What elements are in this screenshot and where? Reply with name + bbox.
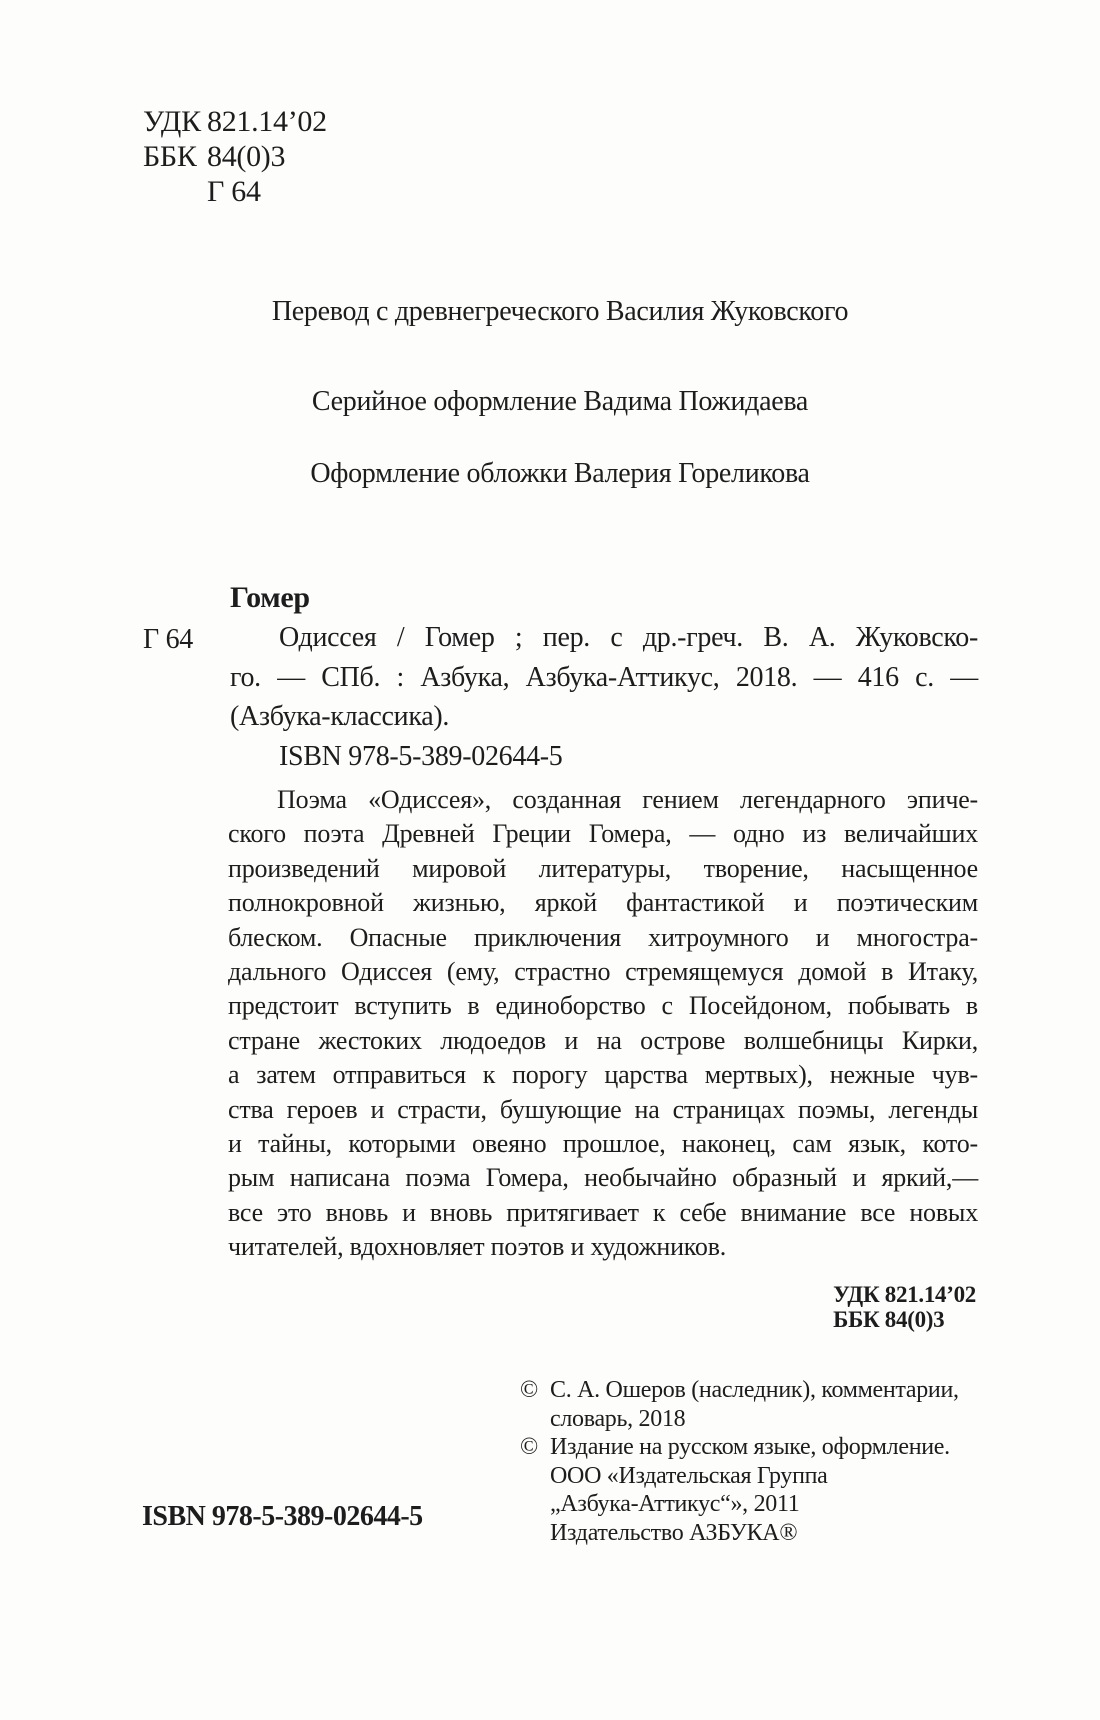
annotation-line: Поэма «Одиссея», созданная гением легендарного эпиче- bbox=[277, 785, 978, 814]
annotation-line: полнокровной жизнью, яркой фантастикой и поэтическим bbox=[228, 888, 978, 918]
copyright-line: Издание на русском языке, оформление. bbox=[550, 1434, 950, 1461]
bib-line: (Азбука-классика). bbox=[230, 701, 450, 732]
annotation bbox=[228, 783, 978, 1265]
annotation-line: стране жестоких людоедов и на острове волшебницы Кирки, bbox=[228, 1025, 978, 1055]
bbk-value: 84(0)3 bbox=[207, 140, 286, 173]
copyright-line: ООО «Издательская Группа bbox=[550, 1462, 828, 1489]
author-sign-value: Г 64 bbox=[207, 175, 261, 208]
bibliographic-description bbox=[230, 618, 978, 776]
copyright-line: С. А. Ошеров (наследник), комментарии, bbox=[550, 1377, 959, 1403]
annotation-line: произведений мировой литературы, творение, насыщенное bbox=[228, 853, 978, 883]
bbk-code-row bbox=[143, 139, 327, 174]
udk-value: 821.14’02 bbox=[207, 105, 327, 138]
copyright-symbol: © bbox=[520, 1434, 538, 1461]
author-sign-row bbox=[143, 174, 327, 209]
bbk-label: ББК bbox=[143, 140, 197, 173]
udk-code-bottom: УДК 821.14’02 bbox=[833, 1282, 976, 1307]
isbn-bottom: ISBN 978-5-389-02644-5 bbox=[142, 1501, 423, 1532]
copyright-line: словарь, 2018 bbox=[550, 1405, 686, 1432]
bib-line: го. — СПб. : Азбука, Азбука-Аттикус, 2018. — 416 с. — bbox=[230, 661, 978, 693]
author-heading: Гомер bbox=[230, 581, 310, 614]
series-design-credit: Серийное оформление Вадима Пожидаева bbox=[311, 386, 809, 417]
translation-credit: Перевод с древнегреческого Василия Жуковского bbox=[271, 296, 849, 327]
copyright-notice bbox=[520, 1376, 980, 1433]
copyright-line: Издательство АЗБУКА® bbox=[550, 1519, 798, 1546]
copyright-notice bbox=[520, 1433, 980, 1547]
catalog-isbn: ISBN 978-5-389-02644-5 bbox=[279, 740, 563, 772]
annotation-line: ства героев и страсти, бушующие на страницах поэмы, легенды bbox=[228, 1094, 978, 1124]
classification-codes-top bbox=[143, 104, 327, 209]
annotation-line: рым написана поэма Гомера, необычайно образный и яркий,— bbox=[228, 1163, 978, 1193]
copyright-line: „Азбука-Аттикус“», 2011 bbox=[550, 1491, 800, 1518]
annotation-line: ского поэта Древней Греции Гомера, — одно из величайших bbox=[228, 819, 978, 849]
bbk-code-bottom: ББК 84(0)3 bbox=[833, 1307, 945, 1332]
udk-code-row bbox=[143, 104, 327, 139]
annotation-line: блеском. Опасные приключения хитроумного и многостра- bbox=[228, 922, 978, 952]
copyright-block bbox=[520, 1376, 980, 1548]
annotation-line: предстоит вступить в единоборство с Посейдоном, побывать в bbox=[228, 991, 978, 1021]
author-code-margin: Г 64 bbox=[143, 624, 193, 655]
annotation-line: читателей, вдохновляет поэтов и художников. bbox=[228, 1232, 727, 1262]
annotation-line: а затем отправиться к порогу царства мертвых), нежные чув- bbox=[228, 1060, 978, 1090]
cover-design-credit: Оформление обложки Валерия Гореликова bbox=[310, 458, 810, 489]
bib-line: Одиссея / Гомер ; пер. с др.-греч. В. А. Жуковско- bbox=[279, 622, 978, 653]
annotation-line: и тайны, которыми овеяно прошлое, наконец, сам язык, кото- bbox=[228, 1129, 978, 1159]
copyright-symbol: © bbox=[520, 1377, 538, 1403]
annotation-line: дального Одиссея (ему, страстно стремящемуся домой в Итаку, bbox=[228, 957, 978, 987]
udk-label: УДК bbox=[143, 105, 201, 138]
annotation-line: все это вновь и вновь притягивает к себе внимание все новых bbox=[228, 1197, 978, 1227]
classification-codes-bottom bbox=[833, 1282, 976, 1332]
